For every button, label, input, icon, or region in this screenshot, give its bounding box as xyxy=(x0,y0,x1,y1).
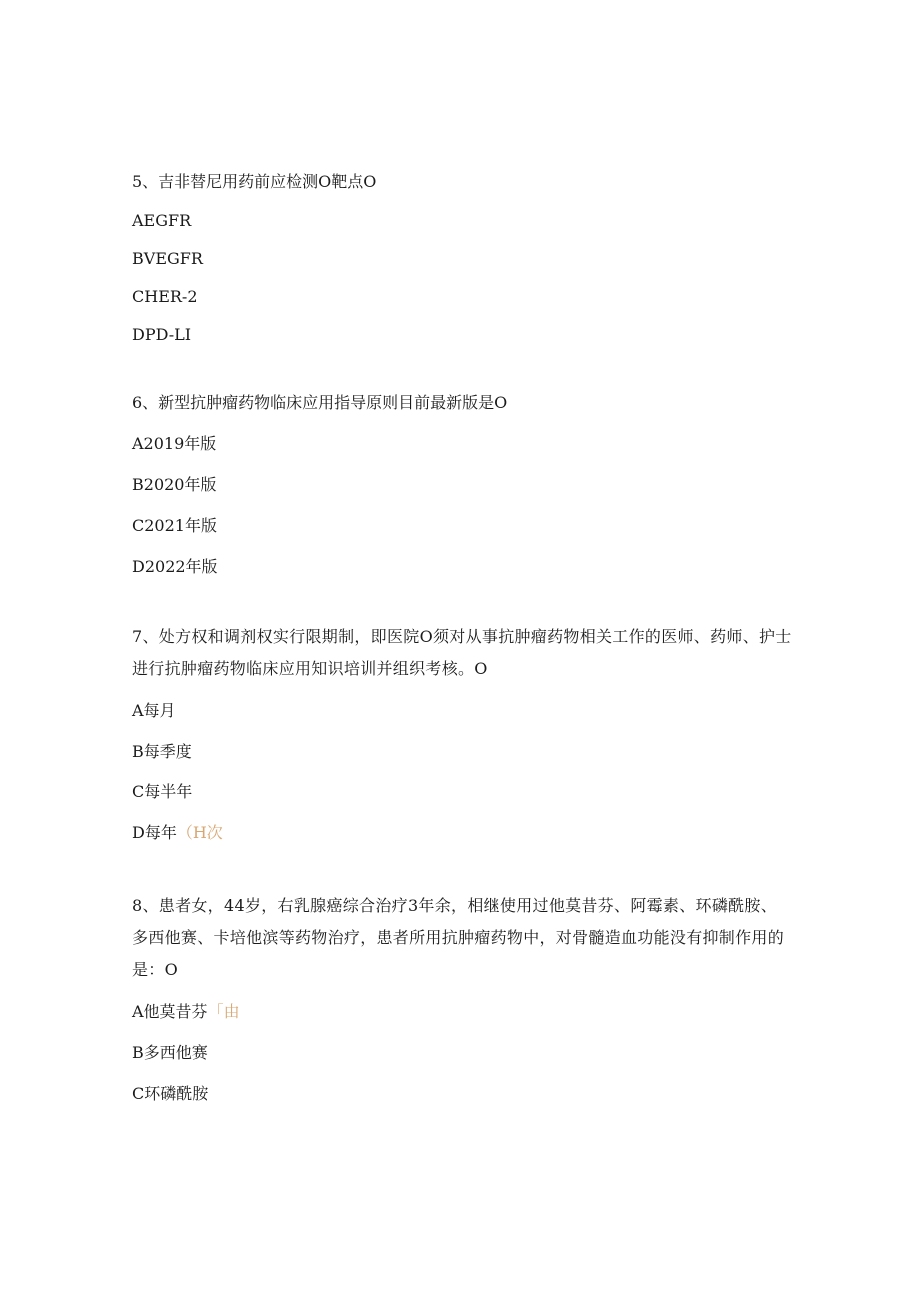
question-5-option-c: CHER-2 xyxy=(132,287,198,306)
question-7-stem: 7、处方权和调剂权实行限期制，即医院O须对从事抗肿瘤药物相关工作的医师、药师、护士进行抗肿瘤药物临床应用知识培训并组织考核。O xyxy=(132,627,792,678)
question-7-option-d: D每年 xyxy=(132,823,177,842)
question-5-option-b: BVEGFR xyxy=(132,249,203,268)
question-6-option-d: D2022年版 xyxy=(132,557,218,576)
question-5-stem: 5、吉非替尼用药前应检测O靶点O xyxy=(132,172,377,191)
question-8-stem: 8、患者女，44岁，右乳腺癌综合治疗3年余，相继使用过他莫昔芬、阿霉素、环磷酰胺、多西他赛、卡培他滨等药物治疗，患者所用抗肿瘤药物中，对骨髓造血功能没有抑制作用的是：O xyxy=(132,896,785,979)
question-5-option-a: AEGFR xyxy=(132,211,192,230)
question-6-option-c: C2021年版 xyxy=(132,516,217,535)
question-8-option-b: B多西他赛 xyxy=(132,1043,208,1062)
question-6-stem: 6、新型抗肿瘤药物临床应用指导原则目前最新版是O xyxy=(132,393,508,412)
question-7-option-a: A每月 xyxy=(132,701,176,720)
question-7-option-d-mark: （H次 xyxy=(176,823,223,842)
question-7-option-d-row xyxy=(132,823,223,843)
question-8-option-a-mark: 「由 xyxy=(207,1002,240,1021)
question-8-option-c: C环磷酰胺 xyxy=(132,1084,209,1103)
question-7-option-c: C每半年 xyxy=(132,782,193,801)
question-6-option-a: A2019年版 xyxy=(132,434,217,453)
question-8-option-a-row xyxy=(132,1002,240,1022)
question-8-option-a: A他莫昔芬 xyxy=(132,1002,208,1021)
question-6-option-b: B2020年版 xyxy=(132,475,217,494)
question-5-option-d: DPD-LI xyxy=(132,325,192,344)
question-7-option-b: B每季度 xyxy=(132,742,192,761)
